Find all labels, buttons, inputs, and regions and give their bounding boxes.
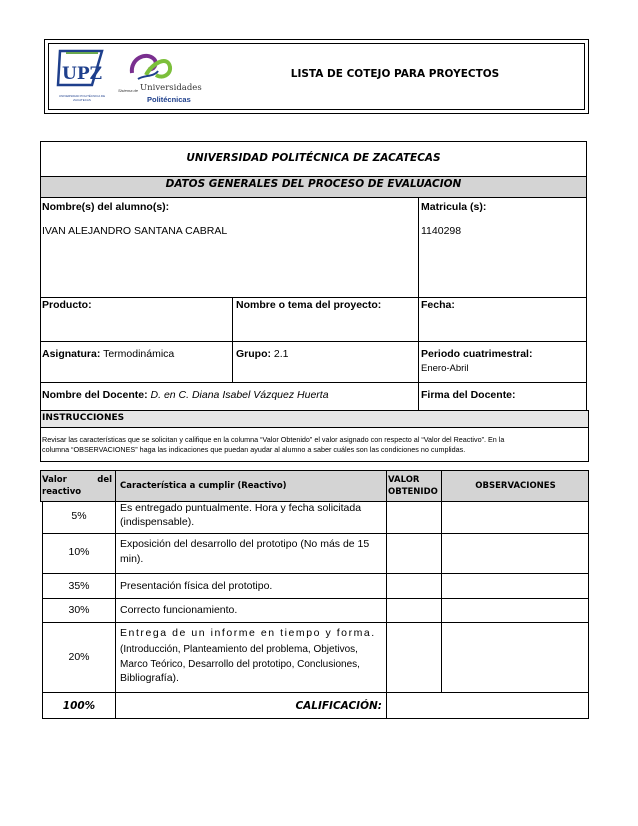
col-obtenido-word-2: OBTENIDO: [388, 487, 438, 497]
university-name: UNIVERSIDAD POLITÉCNICA DE ZACATECAS: [186, 152, 441, 164]
row-1-valor: 5%: [71, 510, 87, 522]
rubric-header-vline-3: [441, 470, 442, 502]
rubric-hline-5: [42, 692, 589, 693]
row-5-line-4: Bibliografía).: [120, 672, 179, 684]
row-3-valor: 35%: [68, 580, 90, 592]
instructions-line-1: Revisar las características que se solicitan y califique en la columna “Valor Obtenido” el valor asignado con respecto al “Valor del Reactivo”. En la: [42, 435, 505, 444]
instructions-title: INSTRUCCIONES: [42, 413, 125, 423]
producto-label: Producto:: [42, 299, 92, 311]
section-title: DATOS GENERALES DEL PROCESO DE EVALUACION: [165, 178, 462, 190]
student-value: IVAN ALEJANDRO SANTANA CABRAL: [42, 225, 228, 237]
sup-logo-politecnicas: Politécnicas: [147, 95, 191, 104]
col-obtenido-header: [388, 474, 440, 498]
grupo-label: Grupo:: [236, 348, 271, 360]
row-5-line-1: [120, 627, 385, 640]
row-2-line-2: min).: [120, 553, 144, 565]
rubric-header-vline-1: [115, 470, 116, 502]
docente-label: Nombre del Docente:: [42, 389, 148, 401]
rubric-header-vline-2: [386, 470, 387, 502]
col-obtenido-word-1: VALOR: [388, 475, 420, 485]
vline-student: [418, 198, 419, 298]
docente-cell: [42, 389, 412, 402]
calificacion-label: CALIFICACIÓN:: [295, 700, 382, 712]
hline-row3: [41, 341, 586, 342]
col-observaciones-header: OBSERVACIONES: [475, 481, 556, 491]
total-label: 100%: [62, 700, 96, 712]
row-4-line-1: Correcto funcionamiento.: [120, 604, 238, 616]
vline-fecha: [418, 297, 419, 410]
rubric-hline-1: [42, 533, 589, 534]
student-label: Nombre(s) del alumno(s):: [42, 201, 170, 213]
docente-value: D. en C. Diana Isabel Vázquez Huerta: [150, 389, 329, 401]
row-2-valor: 10%: [68, 546, 90, 558]
rubric-hline-4: [42, 622, 589, 623]
matricula-value: 1140298: [421, 225, 462, 237]
row-1-line-1: Es entregado puntualmente. Hora y fecha solicitada: [120, 502, 362, 514]
instructions-line-2: columna “OBSERVACIONES” haga las indicaciones que puedan ayudar al alumno a saber cuáles son las condiciones no cumplidas.: [42, 445, 466, 454]
tema-label: Nombre o tema del proyecto:: [236, 299, 382, 311]
grupo-value: 2.1: [273, 348, 289, 360]
sup-logo-universidades: Universidades: [140, 83, 202, 93]
periodo-label: Periodo cuatrimestral:: [421, 348, 533, 360]
matricula-label: Matricula (s):: [421, 201, 487, 213]
row-1-line-2: (indispensable).: [120, 516, 195, 528]
asignatura-label: Asignatura:: [42, 348, 101, 360]
col-valor-header: [42, 474, 112, 498]
col-valor-word-1: Valor: [42, 475, 67, 485]
row-3-line-1: Presentación física del prototipo.: [120, 580, 273, 592]
grupo-cell: [236, 348, 416, 361]
row-5-valor: 20%: [68, 651, 90, 663]
asignatura-cell: [42, 348, 230, 361]
row-2-line-1: Exposición del desarrollo del prototipo (No más de 15: [120, 538, 370, 550]
fecha-label: Fecha:: [421, 299, 455, 311]
col-valor-word-2: del: [97, 475, 112, 485]
rubric-body-vline-2: [386, 502, 387, 719]
row-5-line-3: Marco Teórico, Desarrollo del prototipo, Conclusiones,: [120, 659, 360, 670]
rubric-hline-2: [42, 573, 589, 574]
asignatura-value: Termodinámica: [103, 348, 175, 360]
col-caracteristica-header: Característica a cumplir (Reactivo): [120, 481, 287, 491]
col-valor-word-3: reactivo: [42, 487, 82, 497]
rubric-body-vline-1: [115, 502, 116, 719]
hline-row2: [41, 297, 586, 298]
row-4-valor: 30%: [68, 604, 90, 616]
firma-label: Firma del Docente:: [421, 389, 516, 401]
vline-producto: [232, 297, 233, 383]
upz-logo-text: UPZ: [62, 64, 103, 84]
page-title: LISTA DE COTEJO PARA PROYECTOS: [290, 68, 500, 80]
sup-logo-prefix: Sistema de: [118, 88, 139, 93]
rubric-hline-3: [42, 598, 589, 599]
periodo-value: Enero-Abril: [421, 363, 469, 374]
row-5-line-1-text: Entrega de un informe en tiempo y forma.: [120, 627, 376, 639]
hline-row4: [41, 382, 586, 383]
row-5-line-2: (Introducción, Planteamiento del problema, Objetivos,: [120, 644, 358, 655]
upz-logo-caption: UNIVERSIDAD POLITÉCNICA DE ZACATECAS: [58, 94, 106, 102]
